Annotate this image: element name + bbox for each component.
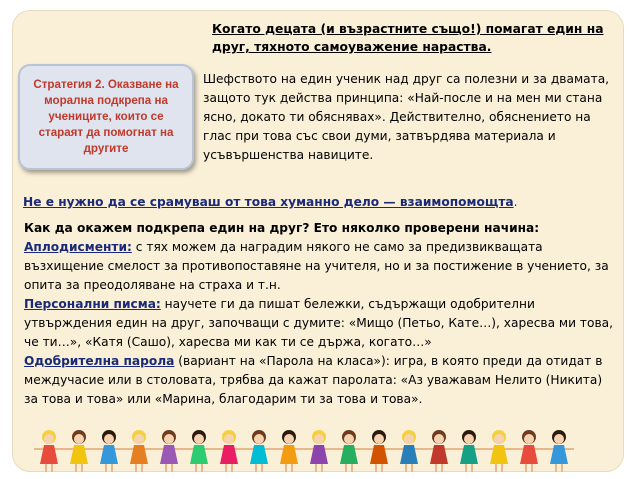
headline: Когато децата (и възрастните също!) помагат един на друг, тяхното самоуважение нараства.: [212, 22, 604, 54]
method-label: Персонални писма:: [24, 297, 161, 311]
methods-question: Как да окажем подкрепа един на друг? Ето няколко проверени начина:: [24, 221, 540, 235]
child-figure-icon: [124, 430, 154, 472]
strategy-callout-text: Стратегия 2. Оказване на морална подкрепа на учениците, които се стараят да помогнат на другите: [33, 78, 179, 155]
child-figure-icon: [544, 430, 574, 472]
methods-section: [24, 219, 614, 409]
strategy-callout: [18, 64, 194, 170]
child-figure-icon: [94, 430, 124, 472]
child-figure-icon: [454, 430, 484, 472]
child-figure-icon: [334, 430, 364, 472]
method-text: с тях можем да наградим някого не само за предизвикващата възхищение смелост за противопоставяне на учителя, но и за постижение в учението, за опита за преодоляване на страха и т.н.: [24, 240, 609, 292]
child-figure-icon: [364, 430, 394, 472]
slogan-text: Не е нужно да се срамуваш от това хуманно дело — взаимопомощта: [23, 195, 514, 209]
child-figure-icon: [274, 430, 304, 472]
child-figure-icon: [64, 430, 94, 472]
child-figure-icon: [244, 430, 274, 472]
child-figure-icon: [394, 430, 424, 472]
method-text: научете ги да пишат бележки, съдържащи одобрителни утвърждения един на друг, започващи с думите: «Мищо (Петьо, Кате…), харесва ми това, че ти…», «Катя (Сашо), харесва ми как ти се държа, когато…»: [24, 297, 613, 349]
child-figure-icon: [424, 430, 454, 472]
intro-paragraph: Шефството на един ученик над друг са полезни и за двамата, защото тук действа принципа: «Най-после и на мен ми стана ясно, докато ти обяснявах». Действително, обяснението на глас при това със свои думи, затвърдява материала и усъвършенства навиците.: [203, 72, 610, 162]
child-figure-icon: [514, 430, 544, 472]
method-label: Одобрителна парола: [24, 354, 175, 368]
method-item: [24, 352, 614, 409]
children-garland-illustration: [34, 430, 574, 474]
child-figure-icon: [184, 430, 214, 472]
child-figure-icon: [304, 430, 334, 472]
child-figure-icon: [214, 430, 244, 472]
method-item: [24, 238, 614, 295]
method-item: [24, 295, 614, 352]
child-figure-icon: [34, 430, 64, 472]
child-figure-icon: [154, 430, 184, 472]
child-figure-icon: [484, 430, 514, 472]
slogan-end: .: [513, 195, 518, 209]
method-label: Аплодисменти:: [24, 240, 132, 254]
method-text: (вариант на «Парола на класа»): игра, в която преди да отидат в междучасие или в столовата, трябва да кажат паролата: «Аз уважавам Нелито (Никита) за това и това» или «Марина, благодарим ти за това и това».: [24, 354, 603, 406]
slogan: [23, 193, 583, 211]
